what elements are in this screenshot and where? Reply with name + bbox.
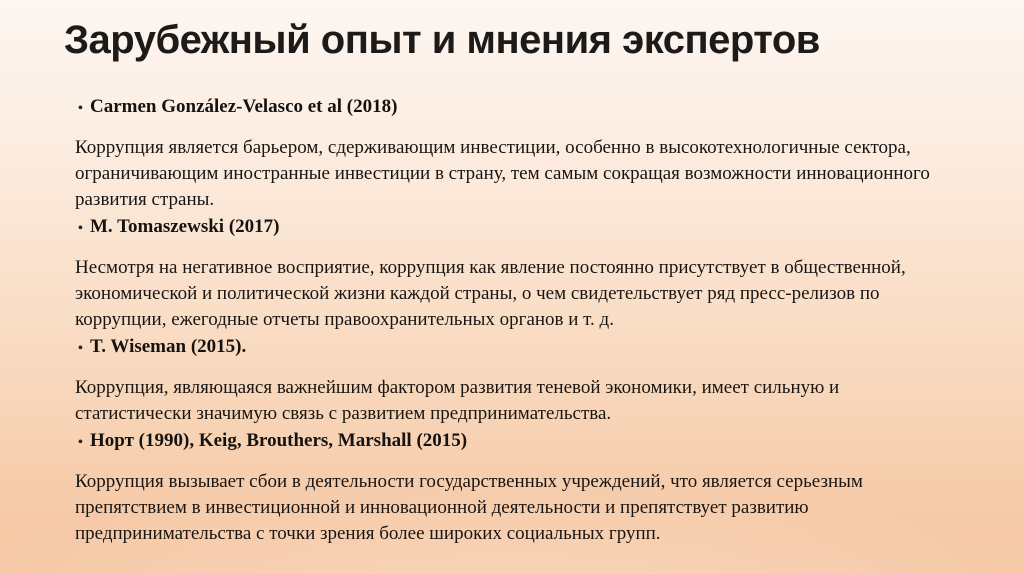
author-citation: Норт (1990), Keig, Brouthers, Marshall (2015) — [90, 430, 468, 451]
opinion-paragraph: Коррупция является барьером, сдерживающим инвестиции, особенно в высокотехнологичные сектора, ограничивающим иностранные инвестиции в страну, тем самым сокращая возможности инновационного развития страны. — [75, 137, 930, 210]
bullet-icon: • — [78, 341, 83, 356]
list-item-author — [75, 431, 950, 453]
author-citation: Carmen González-Velasco et al (2018) — [90, 96, 398, 117]
bullet-icon: • — [78, 101, 83, 116]
opinion-paragraph: Несмотря на негативное восприятие, коррупция как явление постоянно присутствует в общественной, экономической и политической жизни каждой страны, о чем свидетельствует ряд пресс-релизов по коррупции, ежегодные отчеты правоохранительных органов и т. д. — [75, 257, 906, 330]
bullet-icon: • — [78, 221, 83, 236]
list-item-author — [75, 97, 950, 119]
list-item-author — [75, 217, 950, 239]
author-citation: M. Tomaszewski (2017) — [90, 216, 280, 237]
expert-opinions-list — [0, 97, 950, 547]
bullet-icon: • — [78, 435, 83, 450]
opinion-paragraph: Коррупция вызывает сбои в деятельности государственных учреждений, что является серьезным препятствием в инвестиционной и инновационной деятельности и препятствует развитию предпринимательства с точки зрения более широких социальных групп. — [75, 471, 863, 544]
opinion-paragraph: Коррупция, являющаяся важнейшим фактором развития теневой экономики, имеет сильную и статистически значимую связь с развитием предпринимательства. — [75, 377, 840, 424]
list-item-author — [75, 337, 950, 359]
author-citation: T. Wiseman (2015). — [90, 336, 247, 357]
slide-title: Зарубежный опыт и мнения экспертов — [64, 18, 820, 62]
